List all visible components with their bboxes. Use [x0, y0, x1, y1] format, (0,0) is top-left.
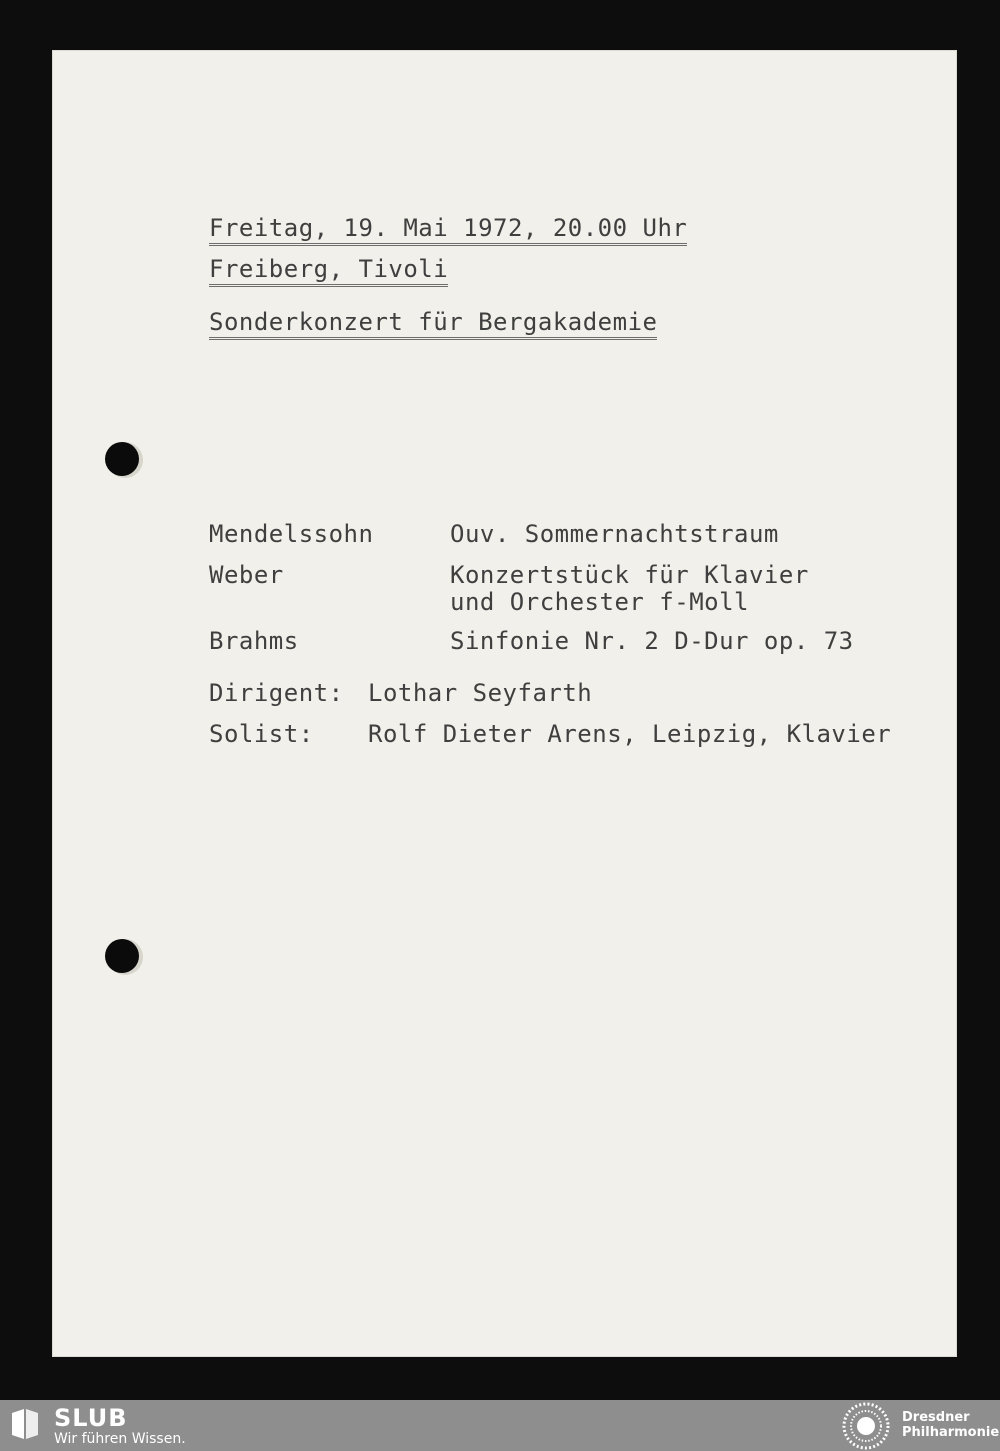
slub-name: SLUB [54, 1404, 128, 1432]
punch-hole [105, 442, 139, 476]
punch-hole [105, 939, 139, 973]
conductor-label: Dirigent: [209, 679, 344, 707]
program-composer: Brahms [209, 627, 299, 655]
slub-tagline: Wir führen Wissen. [54, 1431, 186, 1447]
header-venue-line [209, 255, 448, 283]
dp-line1: Dresdner [902, 1410, 970, 1425]
program-composer: Weber [209, 561, 284, 589]
header-venue-text: Freiberg, Tivoli [209, 255, 448, 287]
conductor-name: Lothar Seyfarth [368, 679, 593, 707]
program-work: Sinfonie Nr. 2 D-Dur op. 73 [450, 627, 854, 655]
soloist-name: Rolf Dieter Arens, Leipzig, Klavier [368, 720, 892, 748]
slub-logo-icon [10, 1407, 40, 1441]
program-work-continued: und Orchester f-Moll [450, 588, 749, 616]
soloist-label: Solist: [209, 720, 314, 748]
program-composer: Mendelssohn [209, 520, 374, 548]
dp-line2: Philharmonie [902, 1425, 1000, 1440]
header-date-text: Freitag, 19. Mai 1972, 20.00 Uhr [209, 214, 687, 246]
header-title-text: Sonderkonzert für Bergakademie [209, 308, 657, 340]
program-work: Konzertstück für Klavier [450, 561, 809, 589]
dresdner-philharmonie-wordmark [902, 1410, 999, 1440]
footer-bar [0, 1400, 1000, 1451]
program-work: Ouv. Sommernachtstraum [450, 520, 779, 548]
document-page [52, 50, 957, 1357]
dresdner-philharmonie-logo-icon [842, 1402, 890, 1450]
header-title-line [209, 308, 657, 336]
header-date-line [209, 214, 687, 242]
